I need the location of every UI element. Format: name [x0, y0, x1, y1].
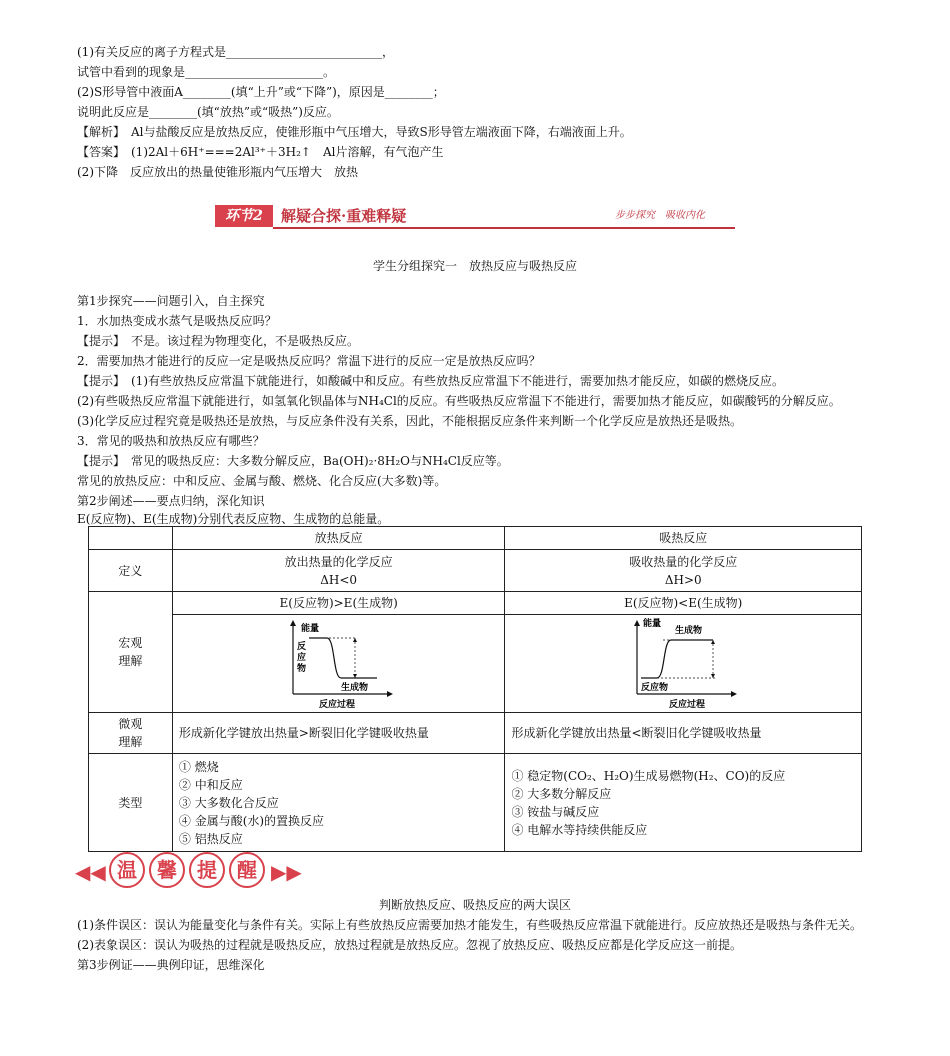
reactant-char-2: 应 — [296, 652, 306, 663]
comparison-table — [88, 526, 862, 852]
micro-label-2: 理解 — [118, 735, 143, 749]
macro-exothermic: E(反应物)>E(生成物) — [172, 592, 505, 615]
energy-definition: E(反应物)、E(生成物)分别代表反应物、生成物的总能量。 — [77, 512, 390, 526]
tips-char-2: 馨 — [149, 852, 185, 888]
reactant-char-3: 物 — [296, 663, 306, 674]
definition-exo-text: 放出热量的化学反应 — [284, 554, 393, 569]
macro-endothermic: E(反应物)<E(生成物) — [505, 592, 862, 615]
type-endo-item: ② 大多数分解反应 — [511, 786, 612, 801]
types-endothermic — [505, 754, 862, 852]
banner-tag: 环节2 — [215, 205, 273, 227]
hint-q2-c: (3)化学反应过程究竟是吸热还是放热，与反应条件没有关系，因此，不能根据反应条件来判断一个化学反应是放热还是吸热。 — [77, 414, 743, 428]
type-endo-item: ④ 电解水等持续供能反应 — [511, 822, 648, 837]
header-exothermic: 放热反应 — [172, 527, 505, 550]
macro-label-2: 理解 — [118, 654, 143, 668]
tips-char-4: 醒 — [229, 852, 265, 888]
section-banner — [215, 205, 735, 229]
analysis-line: 【解析】 Al与盐酸反应是放热反应，使锥形瓶中气压增大，导致S形导管左端液面下降，右端液面上升。 — [77, 125, 632, 139]
micro-label-1: 微观 — [118, 717, 143, 731]
tips-right-arrows: ▶▶ — [271, 860, 302, 884]
types-exothermic — [172, 754, 505, 852]
diagram-exo-cell — [172, 615, 505, 713]
question-1-line: (1)有关反应的离子方程式是__________________________， — [77, 45, 394, 59]
axis-label-energy: 能量 — [300, 623, 319, 634]
hint-q2-b: (2)有些吸热反应常温下就能进行，如氢氧化钡晶体与NH₄Cl的反应。有些吸热反应常温下不能进行，需要加热才能反应，如碳酸钙的分解反应。 — [77, 394, 841, 408]
exothermic-energy-diagram — [279, 618, 399, 710]
axis-label-process-exo: 反应过程 — [318, 699, 355, 710]
tips-left-arrows: ◀◀ — [75, 860, 106, 884]
delta-h-exo: ΔH<0 — [320, 572, 358, 587]
macro-label-1: 宏观 — [118, 636, 143, 650]
row-label-macro — [89, 592, 173, 713]
product-label-endo: 生成物 — [675, 625, 703, 636]
question-q1: 1．水加热变成水蒸气是吸热反应吗？ — [77, 314, 277, 328]
question-q3: 3．常见的吸热和放热反应有哪些？ — [77, 434, 265, 448]
hint-q3-b: 常见的放热反应：中和反应、金属与酸、燃烧、化合反应(大多数)等。 — [77, 474, 447, 488]
definition-endothermic — [505, 550, 862, 592]
row-label-micro — [89, 713, 173, 754]
axis-label-process-endo: 反应过程 — [669, 699, 706, 710]
hint-q2-a: 【提示】 (1)有些放热反应常温下就能进行，如酸碱中和反应。有些放热反应常温下不能进行，需要加热才能反应，如碳的燃烧反应。 — [77, 374, 785, 388]
diagram-endo-cell — [505, 615, 862, 713]
question-2-line: (2)S形导管中液面A________(填“上升”或“下降”)，原因是________； — [77, 85, 445, 99]
tips-title: 判断放热反应、吸热反应的两大误区 — [378, 898, 571, 912]
reactant-char-1: 反 — [296, 641, 306, 652]
type-exo-item: ③ 大多数化合反应 — [178, 795, 279, 810]
tips-char-3: 提 — [189, 852, 225, 888]
row-label-type: 类型 — [89, 754, 173, 852]
question-1-phenomenon: 试管中看到的现象是_______________________。 — [77, 65, 336, 79]
section-title: 学生分组探究一 放热反应与吸热反应 — [372, 259, 577, 273]
micro-exothermic: 形成新化学键放出热量>断裂旧化学键吸收热量 — [172, 713, 505, 754]
answer-line-2: (2)下降 反应放出的热量使锥形瓶内气压增大 放热 — [77, 165, 359, 179]
misconception-1: (1)条件误区：误认为能量变化与条件有关。实际上有些放热反应需要加热才能发生，有些吸热反应常温下就能进行。反应放热还是吸热与条件无关。 — [77, 918, 863, 932]
type-endo-item: ③ 铵盐与碱反应 — [511, 804, 600, 819]
type-exo-item: ① 燃烧 — [178, 759, 219, 774]
product-label-exo: 生成物 — [340, 682, 368, 693]
type-exo-item: ② 中和反应 — [178, 777, 243, 792]
row-label-definition: 定义 — [89, 550, 173, 592]
step-3-heading: 第3步例证——典例印证，思维深化 — [77, 958, 265, 972]
banner-title: 解疑合探·重难释疑 — [281, 207, 407, 225]
type-endo-item: ① 稳定物(CO₂、H₂O)生成易燃物(H₂、CO)的反应 — [511, 768, 786, 783]
misconception-2: (2)表象误区：误认为吸热的过程就是吸热反应，放热过程就是放热反应。忽视了放热反应、吸热反应都是化学反应这一前提。 — [77, 938, 743, 952]
axis-label-energy-endo: 能量 — [643, 618, 662, 629]
definition-endo-text: 吸收热量的化学反应 — [629, 554, 738, 569]
header-endothermic: 吸热反应 — [505, 527, 862, 550]
step-2-heading: 第2步阐述——要点归纳，深化知识 — [77, 494, 265, 508]
question-q2: 2．需要加热才能进行的反应一定是吸热反应吗？常温下进行的反应一定是放热反应吗？ — [77, 354, 541, 368]
banner-rule — [273, 227, 735, 229]
type-exo-item: ④ 金属与酸(水)的置换反应 — [178, 813, 325, 828]
reactant-label-endo: 反应物 — [641, 682, 669, 693]
hint-q3-a: 【提示】 常见的吸热反应：大多数分解反应，Ba(OH)₂·8H₂O与NH₄Cl反应等。 — [77, 454, 509, 468]
type-exo-item: ⑤ 铝热反应 — [178, 831, 243, 846]
table-corner — [89, 527, 173, 550]
hint-q1: 【提示】 不是。该过程为物理变化，不是吸热反应。 — [77, 334, 360, 348]
endothermic-energy-diagram — [623, 618, 743, 710]
answer-line-1: 【答案】 (1)2Al＋6H⁺===2Al³⁺＋3H₂↑ Al片溶解，有气泡产生 — [77, 145, 444, 159]
question-2-conclusion: 说明此反应是________(填“放热”或“吸热”)反应。 — [77, 105, 339, 119]
definition-exothermic — [172, 550, 505, 592]
micro-endothermic: 形成新化学键放出热量<断裂旧化学键吸收热量 — [505, 713, 862, 754]
banner-subtitle: 步步探究 吸收内化 — [615, 210, 705, 221]
tips-char-1: 温 — [109, 852, 145, 888]
delta-h-endo: ΔH>0 — [664, 572, 702, 587]
step-1-heading: 第1步探究——问题引入，自主探究 — [77, 294, 265, 308]
